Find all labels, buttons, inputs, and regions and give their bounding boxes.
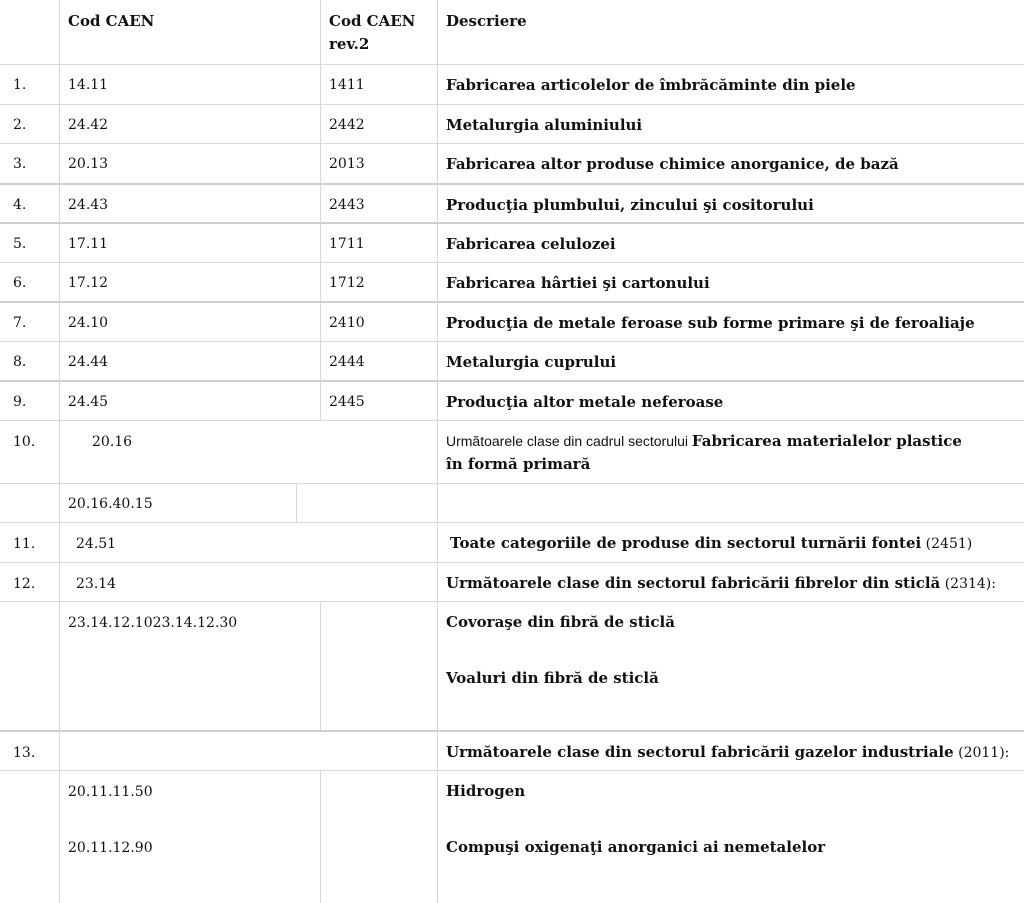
desc-bold: Următoarele clase din sectorul fabricării gazelor industriale (446, 743, 954, 761)
row-description (446, 741, 1009, 764)
row-cod-rev2: 1411 (329, 77, 365, 93)
row-cod-rev2: 2445 (329, 394, 365, 410)
table-row (0, 222, 1024, 262)
table-row (0, 64, 1024, 104)
row-cod: 24.42 (68, 117, 109, 133)
row-cod-rev2: 1712 (329, 275, 365, 291)
row-description: Metalurgia cuprului (446, 353, 617, 371)
row-number: 9. (13, 394, 27, 410)
row-number: 1. (13, 77, 27, 93)
desc-plain: (2011): (953, 745, 1010, 761)
row-description: Fabricarea altor produse chimice anorganice, de bază (446, 155, 899, 173)
row-item: Covoraşe din fibră de sticlă (446, 613, 675, 631)
row-cod-rev2: 2013 (329, 156, 365, 172)
row-cod: 24.44 (68, 354, 109, 370)
row-description-line2: în formă primară (446, 455, 591, 473)
row-number: 11. (13, 536, 36, 552)
row-cod: 20.16 (92, 434, 133, 450)
desc-plain: (2314): (940, 576, 996, 592)
table-header-row (0, 0, 1024, 64)
row-cod: 24.45 (68, 394, 109, 410)
table-row (0, 522, 1024, 562)
row-cod: 24.51 (76, 536, 117, 552)
desc-bold: Fabricarea materialelor plastice (691, 432, 962, 450)
table-row (0, 420, 1024, 483)
desc-bold: Toate categoriile de produse din sectorul turnării fontei (450, 534, 922, 552)
row-description (450, 532, 972, 555)
row-number: 8. (13, 354, 27, 370)
table-row (0, 143, 1024, 183)
row-description (446, 430, 962, 453)
row-description (446, 572, 996, 595)
row-cod: 14.11 (68, 77, 109, 93)
row-cod: 24.43 (68, 197, 109, 213)
row-cod: 20.11.12.90 (68, 840, 153, 856)
row-cod: 23.14 (76, 576, 117, 592)
header-descriere: Descriere (446, 12, 527, 30)
header-cod-caen-rev2-line1: Cod CAEN (329, 12, 416, 30)
row-item: Hidrogen (446, 782, 526, 800)
row-number: 3. (13, 156, 27, 172)
row-item: Compuşi oxigenaţi anorganici ai nemetalelor (446, 838, 826, 856)
row-description: Producţia de metale feroase sub forme primare şi de feroaliaje (446, 314, 975, 332)
desc-bold: Următoarele clase din sectorul fabricării fibrelor din sticlă (446, 574, 941, 592)
row-number: 4. (13, 197, 27, 213)
row-description: Producţia altor metale neferoase (446, 393, 724, 411)
row-description: Fabricarea hârtiei şi cartonului (446, 274, 710, 292)
table-row (0, 104, 1024, 143)
desc-plain: Următoarele clase din cadrul sectorului (446, 433, 692, 449)
row-description: Metalurgia aluminiului (446, 116, 643, 134)
table-row (0, 601, 1024, 730)
row-cod: 20.16.40.15 (68, 496, 153, 512)
row-number: 12. (13, 576, 36, 592)
row-number: 6. (13, 275, 27, 291)
row-description: Fabricarea celulozei (446, 235, 616, 253)
table-row (0, 562, 1024, 601)
table-row (0, 262, 1024, 301)
row-cod: 17.11 (68, 236, 109, 252)
header-cod-caen-rev2-line2: rev.2 (329, 35, 370, 53)
row-cod: 20.13 (68, 156, 109, 172)
row-number: 10. (13, 434, 36, 450)
row-cod-rev2: 2442 (329, 117, 365, 133)
table-row (0, 483, 1024, 522)
header-cod-caen: Cod CAEN (68, 12, 155, 30)
table-row (0, 730, 1024, 770)
row-cod-rev2: 1711 (329, 236, 365, 252)
table-row (0, 380, 1024, 420)
table-row (0, 770, 1024, 903)
row-cod: 23.14.12.1023.14.12.30 (68, 615, 238, 631)
row-cod-rev2: 2443 (329, 197, 365, 213)
row-number: 13. (13, 745, 36, 761)
row-number: 5. (13, 236, 27, 252)
row-description: Fabricarea articolelor de îmbrăcăminte din piele (446, 76, 856, 94)
row-number: 2. (13, 117, 27, 133)
row-cod: 24.10 (68, 315, 109, 331)
row-cod-rev2: 2410 (329, 315, 365, 331)
table-row (0, 341, 1024, 380)
row-number: 7. (13, 315, 27, 331)
row-cod: 20.11.11.50 (68, 784, 153, 800)
row-cod: 17.12 (68, 275, 109, 291)
row-cod-rev2: 2444 (329, 354, 365, 370)
desc-plain: (2451) (921, 536, 973, 552)
row-item: Voaluri din fibră de sticlă (446, 669, 659, 687)
table-row (0, 183, 1024, 222)
table-row (0, 301, 1024, 341)
row-description: Producţia plumbului, zincului şi cositorului (446, 196, 814, 214)
